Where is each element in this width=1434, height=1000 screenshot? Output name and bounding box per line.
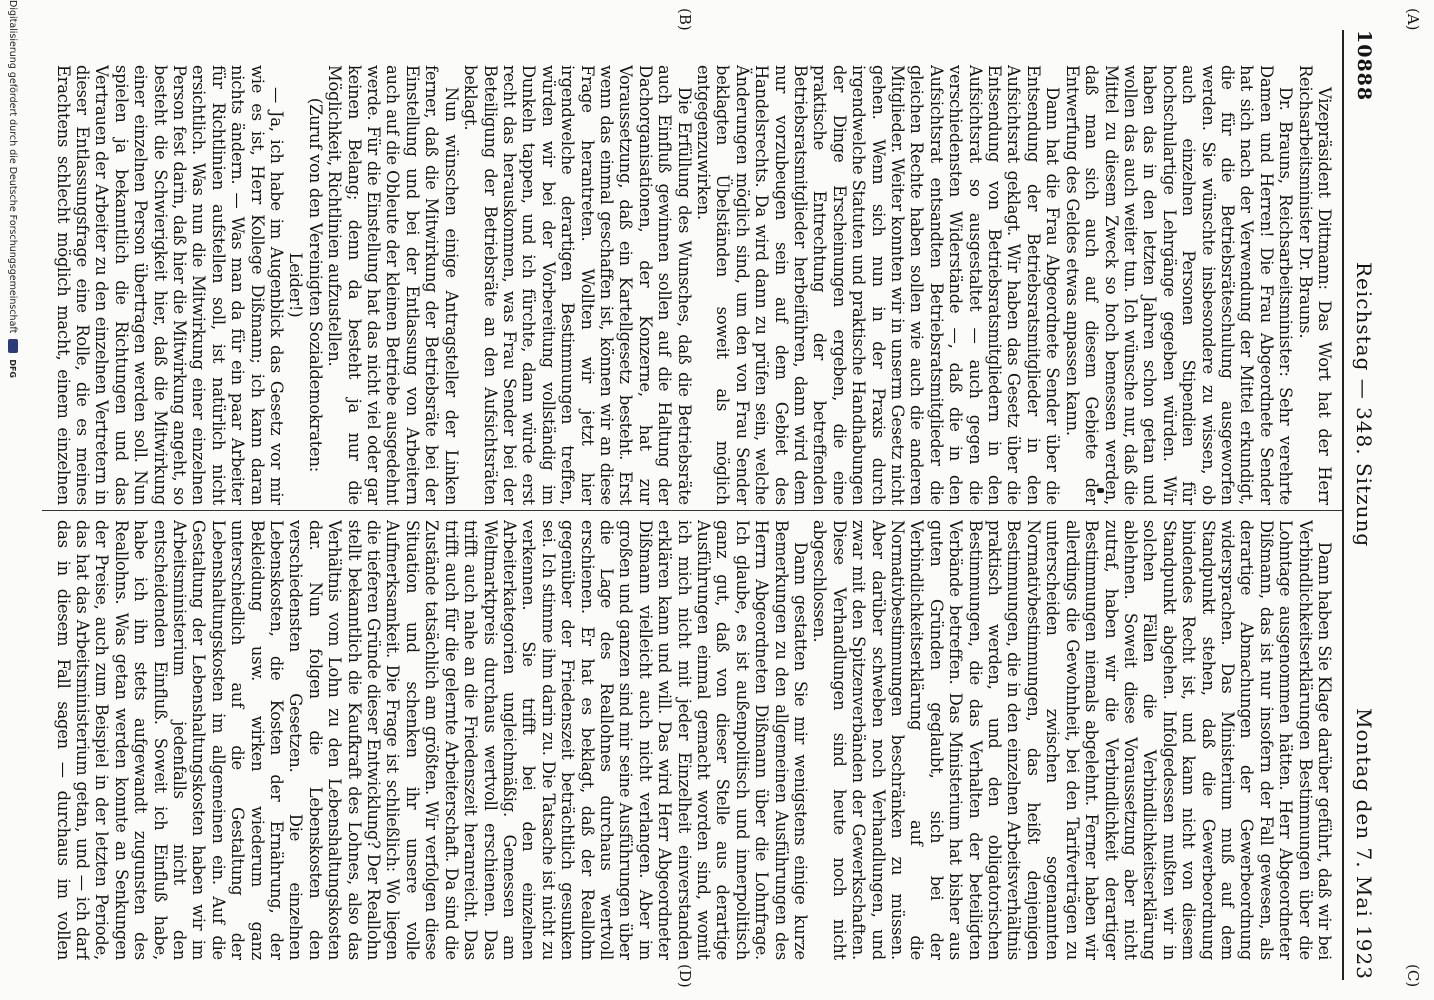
interjection: (Zuruf von den Vereinigten Sozialdemokraten: Leider!)	[286, 97, 325, 473]
paragraph: Vizepräsident Dittmann: Das Wort hat der Herr Reichsarbeitsminister Dr. Brauns.	[1295, 65, 1334, 505]
margin-marker-c: (C)	[1404, 964, 1422, 988]
paragraph: Die Erfüllung des Wunsches, daß die Betriebsräte auch Einfluß gewinnen sollen auf die Haltung der Dachorganisationen, der Konzerne, hat zur Voraussetzung, daß ein Kartellgesetz besteht. Erst wenn das einmal geschaffen ist, können wir an diese Frage herantreten. Wollten wir jetzt hier irgendwelche derartigen Bestimmungen treffen, würden wir bei der Vorbereitung vollständig im Dunkeln tappen, und ich fürchte, dann würde erst recht das herauskommen, was Frau Sender bei der Beteiligung der Betriebsräte an den Aufsichtsräten beklagt.	[461, 65, 694, 505]
paragraph: Dann hat die Frau Abgeordnete Sender über die Entsendung der Betriebsratsmitglieder in den Aufsichtsrat geklagt. Wir haben das Gesetz über die Entsendung von Betriebsratsmitgliedern in den Aufsichtsrat so ausgestaltet — auch gegen die verschiedensten Widerstände —, daß die in den Aufsichtsrat entsandten Betriebsratsmitglieder die gleichen Rechte haben sollen wie auch die anderen Mitglieder. Weiter konnten wir in unserm Gesetz nicht gehen. Wenn sich nun in der Praxis durch irgendwelche Statuten und praktische Handhabungen der Dinge Erscheinungen ergeben, die eine praktische Entrechtung der betreffenden Betriebsratsmitglieder herbeiführen, dann wird dem nur vorzubeugen sein auf dem Gebiet des Handelsrechts. Da wird dann zu prüfen sein, welche Änderungen möglich sind, um den von Frau Sender beklagten Übelständen soweit als möglich entgegenzuwirken.	[694, 65, 1063, 505]
dfg-logo-icon	[8, 339, 18, 353]
margin-marker-b: (B)	[676, 8, 694, 31]
right-column	[54, 520, 1334, 960]
dfg-logo-text: DFG	[8, 359, 18, 378]
paragraph: — Ja, ich habe im Augenblick das Gesetz vor mir wie es ist, Herr Kollege Dißmann; ich kann daran nichts ändern. — Was man da für ein paar Arbeiter für Richtlinien aufstellen soll, ist natürlich nicht ersichtlich. Was nun die Mitwirkung einer einzelnen Person fest darin, daß hier die Mitwirkung angeht, so besteht die Schwierigkeit hier, daß die Mitwirkung einer einzelnen Person übertragen werden soll. Nun spielen ja bekanntlich die Richtungen und das Vertrauen der Arbeiter zu den einzelnen Vertretern in dieser Entlassungsfrage eine Rolle, die es meines Erachtens schlecht möglich macht, einem einzelnen	[54, 65, 287, 505]
footer-text: Digitalisierung gefördert durch die Deutsche Forschungsgemeinschaft	[7, 0, 19, 334]
session-title: Reichstag — 348. Sitzung	[1352, 261, 1376, 548]
column-divider	[42, 510, 1342, 511]
paragraph: Dann gestatten Sie mir wenigstens einige kurze Bemerkungen zu den allgemeinen Ausführungen des Herrn Abgeordneten Dißmann über die Lohnfrage. Ich glaube, es ist außenpolitisch und innerpolitisch ganz gut, daß von dieser Stelle aus derartige Ausführungen einmal gemacht worden sind, womit ich mich nicht mit jeder Einzelheit einverstanden erklären kann und will. Das wird Herr Abgeordneter Dißmann vielleicht auch nicht verlangen. Aber im großen und ganzen sind mir seine Ausführungen über die Lage des Reallohnes durchaus wertvoll erschienen. Er hat es beklagt, daß der Reallohn gegenüber der Friedenszeit beträchtlich gesunken sei. Ich stimme ihm darin zu. Die Tatsache ist nicht zu verkennen. Sie trifft bei den einzelnen Arbeiterkategorien ungleichmäßig. Gemessen am Weltmarktpreis durchaus wertvoll erschienen. Das trifft auch nahe an die Friedenszeit heranreicht. Das trifft auch für die gelernte Arbeiterschaft. Da sind die Zustände tatsächlich am größten. Wir verfolgen diese Situation und schenken ihr unsere volle Aufmerksamkeit. Die Frage ist schließlich: Wo liegen die tieferen Gründe dieser Entwicklung? Der Reallohn stellt bekanntlich die Kaufkraft des Lohnes, also das Verhältnis vom Lohn zu den Lebenshaltungskosten dar. Nun folgen die Lebenskosten den verschiedensten Gesetzen. Die einzelnen Lebenskosten, die Kosten der Ernährung, der Bekleidung usw. wirken wiederum ganz unterschiedlich auf die Gestaltung der Lebenshaltungskosten im allgemeinen ein. Auf die Gestaltung der Lebenshaltungskosten haben wir im Arbeitsministerium jedenfalls nicht den entscheidenden Einfluß. Soweit ich Einfluß habe, habe ich ihn stets aufgewandt zugunsten des Reallohns. Was getan werden konnte an Senkungen der Preise, auch zum Beispiel in der letzten Periode, das hat das Arbeitsministerium getan, und — ich darf das in diesem Fall sagen — durchaus im vollen	[54, 520, 811, 960]
margin-marker-d: (D)	[676, 964, 694, 988]
left-column	[54, 65, 1334, 505]
paragraph: Nun wünschen einige Antragsteller der Linken ferner, daß die Mitwirkung der Betriebsräte bei der Einstellung und bei der Entlassung von Arbeitern auch auf die Obleute der kleinen Betriebe ausgedehnt werde. Für die Einstellung hat das nicht viel oder gar keinen Belang; denn da besteht ja nur die Möglichkeit, Richtlinien aufzustellen.	[325, 65, 461, 505]
digitization-footer	[2, 0, 24, 1000]
margin-marker-a: (A)	[1404, 8, 1422, 31]
paragraph: Dr. Brauns, Reichsarbeitsminister: Sehr verehrte Damen und Herren! Die Frau Abgeordnete Sender hat sich nach der Verwendung der Mittel erkundigt, die für die Betriebsräteschulung ausgeworfen werden. Sie wünschte insbesondere zu wissen, ob auch einzelnen Personen Stipendien für hochschulartige Lehrgänge gegeben würden. Wir haben das in den letzten Jahren schon getan und wollen das auch weiter tun. Ich wünsche nur, daß die Mittel zu diesem Zweck so hoch bemessen werden, daß man sich auch auf diesem Gebiete der Entwerfung des Geldes etwas anpassen kann.	[1062, 65, 1296, 505]
page-header	[1342, 30, 1384, 980]
paragraph: Dann haben Sie Klage darüber geführt, daß wir bei Verbindlichkeitserklärungen Bestimmungen über die Lohntage ausgenommen hätten. Herr Abgeordneter Dißmann, das ist nur insofern der Fall gewesen, als derartige Abmachungen der Gewerbeordnung widersprachen. Das Ministerium muß auf dem Standpunkt stehen, daß die Gewerbeordnung bindendes Recht ist, und kann nicht von diesem Standpunkt abgehen. Infolgedessen mußten wir in solchen Fällen die Verbindlichkeitserklärung ablehnen. Soweit diese Voraussetzung aber nicht zutraf, haben wir die Verbindlichkeit derartiger Bestimmungen niemals abgelehnt. Ferner haben wir allerdings die Gewohnheit, bei den Tarifverträgen zu unterscheiden zwischen sogenannten Normativbestimmungen, das heißt denjenigen Bestimmungen, die in den einzelnen Arbeitsverhältnis praktisch werden, und den obligatorischen Bestimmungen, die das Verhalten der beteiligten Verbände betreffen. Das Ministerium hat bisher aus guten Gründen geglaubt, sich bei der Verbindlichkeitserklärung auf die Normativbestimmungen beschränken zu müssen. Aber darüber schweben noch Verhandlungen, und zwar mit den Spitzenverbänden der Gewerkschaften. Diese Verhandlungen sind heute noch nicht abgeschlossen.	[810, 520, 1334, 960]
session-date: Montag den 7. Mai 1923	[1352, 708, 1376, 980]
page-number: 10888	[1353, 30, 1375, 102]
